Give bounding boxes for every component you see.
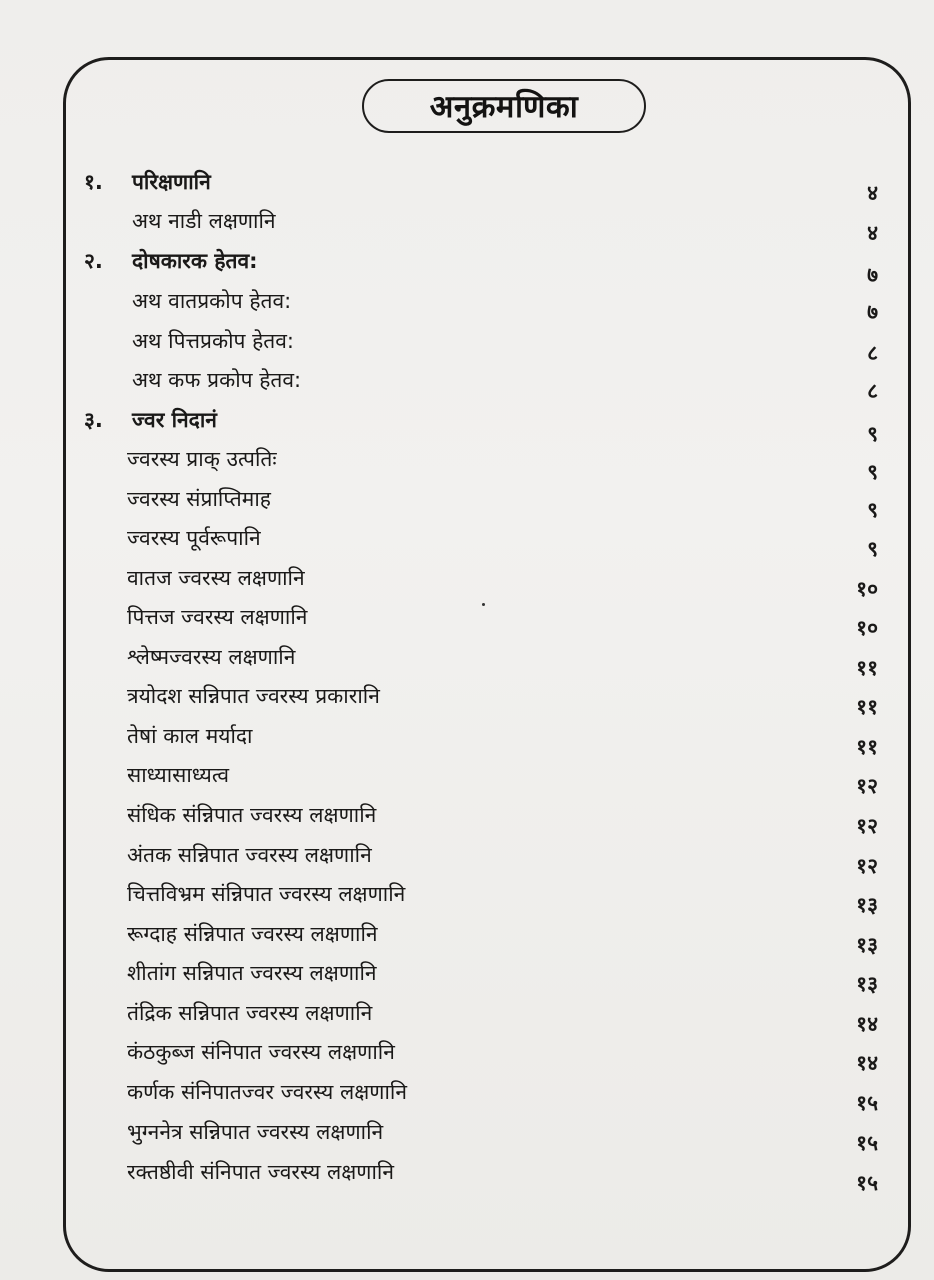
- section-heading: परिक्षणानि: [132, 170, 211, 194]
- section-number: २.: [84, 249, 103, 273]
- subsection-label: कंठकुब्ज संनिपात ज्वरस्य लक्षणानि: [127, 1040, 395, 1064]
- subsection-label: रक्तष्ठीवी संनिपात ज्वरस्य लक्षणानि: [127, 1160, 395, 1184]
- page-number: ९: [867, 422, 878, 446]
- page-number: ९: [867, 537, 878, 561]
- page-number: ७: [867, 263, 878, 287]
- page-number: ११: [856, 656, 878, 680]
- page-number: ११: [856, 735, 878, 759]
- subsection-label: शीतांग सन्निपात ज्वरस्य लक्षणानि: [127, 961, 377, 985]
- subsection-label: अंतक सन्निपात ज्वरस्य लक्षणानि: [127, 843, 372, 867]
- page-number-row: [0, 1164, 934, 1202]
- page-number: ८: [867, 379, 878, 403]
- subsection-label: चित्तविभ्रम संन्निपात ज्वरस्य लक्षणानि: [127, 882, 406, 906]
- section-heading: दोषकारक हेतव:: [132, 249, 258, 273]
- page-number: ११: [856, 695, 878, 719]
- page-number: ७: [867, 300, 878, 324]
- page-number: ९: [867, 460, 878, 484]
- subsection-label: संधिक संन्निपात ज्वरस्य लक्षणानि: [127, 803, 377, 827]
- subsection-label: ज्वरस्य पूर्वरूपानि: [127, 526, 261, 550]
- subsection-label: अथ नाडी लक्षणानि: [132, 209, 276, 233]
- subsection-label: रूग्दाह संन्निपात ज्वरस्य लक्षणानि: [127, 922, 378, 946]
- page-number: १३: [856, 893, 878, 917]
- page-number: ४: [867, 181, 878, 205]
- page-number: १५: [856, 1131, 878, 1155]
- subsection-label: श्लेष्मज्वरस्य लक्षणानि: [127, 645, 296, 669]
- page-number: १०: [856, 616, 878, 640]
- subsection-label: ज्वरस्य संप्राप्तिमाह: [127, 487, 271, 511]
- page-number: १२: [856, 854, 878, 878]
- subsection-label: वातज ज्वरस्य लक्षणानि: [127, 566, 305, 590]
- subsection-label: तेषां काल मर्यादा: [127, 724, 253, 748]
- page-number: ९: [867, 498, 878, 522]
- subsection-label: पित्तज ज्वरस्य लक्षणानि: [127, 605, 308, 629]
- page-number: १५: [856, 1171, 878, 1195]
- subsection-label: साध्यासाध्यत्व: [127, 763, 230, 787]
- page-number: ८: [867, 341, 878, 365]
- subsection-label: त्रयोदश सन्निपात ज्वरस्य प्रकारानि: [127, 684, 380, 708]
- page-title: अनुक्रमणिका: [429, 89, 579, 125]
- subsection-label: अथ कफ प्रकोप हेतव:: [132, 368, 302, 392]
- subsection-label: अथ पित्तप्रकोप हेतव:: [132, 329, 295, 353]
- section-number: ३.: [84, 408, 103, 432]
- subsection-label: कर्णक संनिपातज्वर ज्वरस्य लक्षणानि: [127, 1080, 408, 1104]
- subsection-label: अथ वातप्रकोप हेतव:: [132, 289, 292, 313]
- subsection-label: तंद्रिक सन्निपात ज्वरस्य लक्षणानि: [127, 1001, 373, 1025]
- page-number: १२: [856, 774, 878, 798]
- page-number: १०: [856, 577, 878, 601]
- page-number: १३: [856, 972, 878, 996]
- page-number: १४: [856, 1012, 878, 1036]
- subsection-label: भुग्ननेत्र सन्निपात ज्वरस्य लक्षणानि: [127, 1120, 384, 1144]
- print-speck: [482, 603, 485, 606]
- page-number: १४: [856, 1051, 878, 1075]
- page-number: १५: [856, 1091, 878, 1115]
- subsection-label: ज्वरस्य प्राक् उत्पतिः: [127, 447, 277, 471]
- page-number: ४: [867, 221, 878, 245]
- section-heading: ज्वर निदानं: [132, 408, 217, 432]
- page-number: १२: [856, 814, 878, 838]
- page-number: १३: [856, 933, 878, 957]
- section-number: १.: [84, 170, 103, 194]
